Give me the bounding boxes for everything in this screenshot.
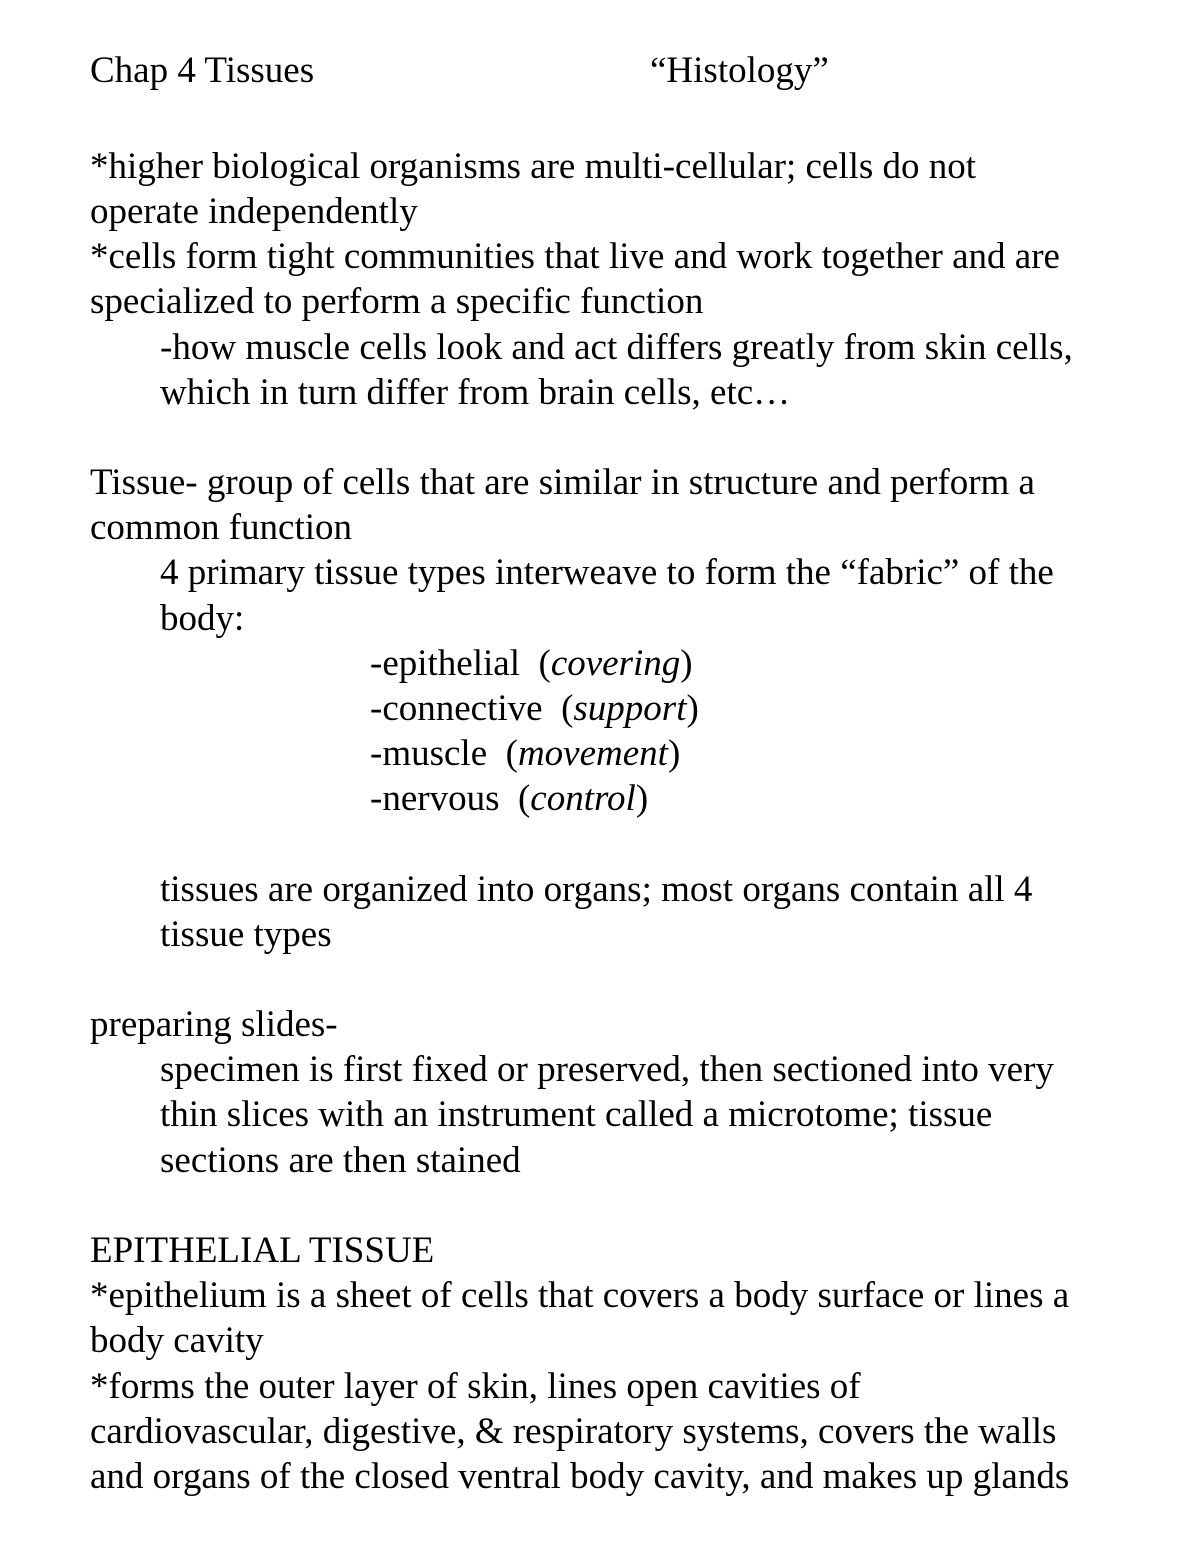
epithelial-line: *epithelium is a sheet of cells that covers a body surface or lines a (90, 1275, 1070, 1316)
tissue-type-item: -epithelial (covering) (370, 643, 693, 684)
slides-line: thin slices with an instrument called a microtome; tissue (160, 1094, 993, 1135)
epithelial-line: cardiovascular, digestive, & respiratory systems, covers the walls (90, 1411, 1057, 1452)
organs-line: tissue types (160, 914, 332, 955)
epithelial-heading: EPITHELIAL TISSUE (90, 1230, 435, 1271)
epithelial-line: and organs of the closed ventral body cavity, and makes up glands (90, 1456, 1070, 1497)
slides-heading: preparing slides- (90, 1004, 338, 1045)
chapter-title: Chap 4 Tissues (90, 50, 315, 91)
slides-line: specimen is first fixed or preserved, then sectioned into very (160, 1049, 1054, 1090)
intro-line: *higher biological organisms are multi-cellular; cells do not (90, 146, 977, 187)
tissue-types-intro-line: body: (160, 598, 245, 639)
tissue-type-name: -connective (370, 688, 543, 729)
tissue-type-role: control (530, 778, 636, 819)
tissue-type-role: support (573, 688, 687, 729)
tissue-type-name: -nervous (370, 778, 500, 819)
tissue-type-role: covering (550, 643, 681, 684)
tissue-type-item: -connective (support) (370, 688, 699, 729)
intro-line: specialized to perform a specific function (90, 281, 704, 322)
tissue-definition-line: Tissue- group of cells that are similar in structure and perform a (90, 462, 1035, 503)
tissue-type-name: -epithelial (370, 643, 520, 684)
intro-line: operate independently (90, 191, 418, 232)
tissue-type-name: -muscle (370, 733, 488, 774)
epithelial-line: body cavity (90, 1320, 264, 1361)
slides-line: sections are then stained (160, 1140, 521, 1181)
tissue-type-item: -nervous (control) (370, 778, 649, 819)
intro-indented-line: which in turn differ from brain cells, etc… (160, 372, 791, 413)
organs-line: tissues are organized into organs; most organs contain all 4 (160, 869, 1033, 910)
subject-title: “Histology” (650, 50, 829, 91)
tissue-type-role: movement (517, 733, 668, 774)
tissue-types-intro-line: 4 primary tissue types interweave to form the “fabric” of the (160, 552, 1054, 593)
intro-indented-line: -how muscle cells look and act differs greatly from skin cells, (160, 327, 1073, 368)
intro-line: *cells form tight communities that live and work together and are (90, 236, 1060, 277)
tissue-definition-line: common function (90, 507, 353, 548)
tissue-type-item: -muscle (movement) (370, 733, 681, 774)
epithelial-line: *forms the outer layer of skin, lines open cavities of (90, 1366, 861, 1407)
